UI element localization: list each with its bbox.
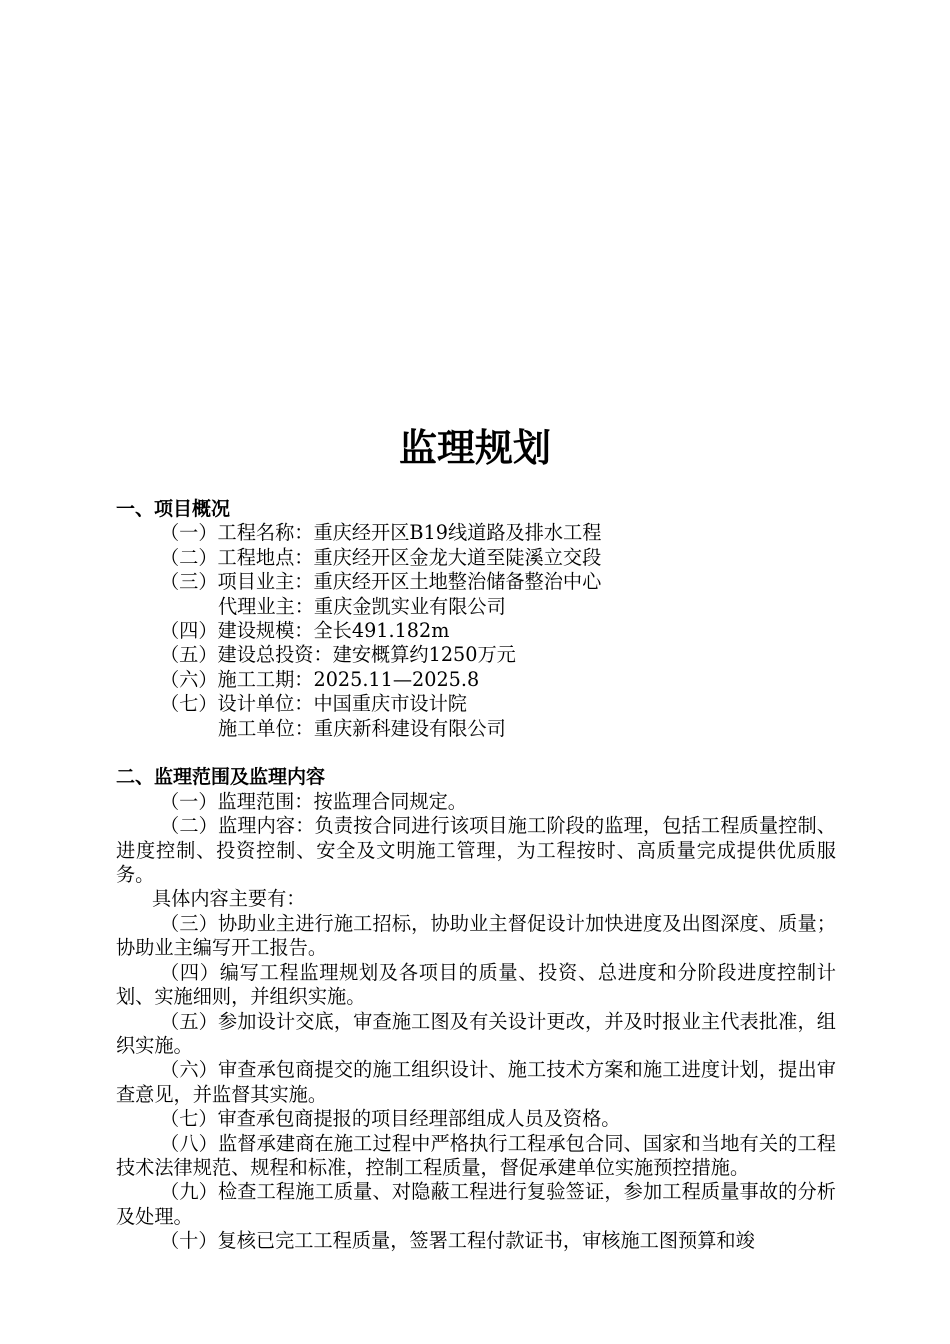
- section-gap: [116, 741, 836, 765]
- detail-paragraph-5: （五）参加设计交底，审查施工图及有关设计更改，并及时报业主代表批准，组织实施。: [116, 1009, 836, 1057]
- design-unit-line: （七）设计单位：中国重庆市设计院: [160, 692, 467, 716]
- section-heading-project-overview: 一、项目概况: [116, 498, 231, 520]
- section-heading-supervision-scope: 二、监理范围及监理内容: [116, 766, 326, 789]
- supervision-scope-line: （一）监理范围：按监理合同规定。: [160, 789, 467, 813]
- detail-paragraph-6: （六）审查承包商提交的施工组织设计、施工技术方案和施工进度计划，提出审查意见，并监督其实施。: [116, 1058, 836, 1106]
- project-name-line: （一）工程名称：重庆经开区B19线道路及排水工程: [160, 521, 602, 545]
- detail-paragraph-9: （九）检查工程施工质量、对隐蔽工程进行复验签证，参加工程质量事故的分析及处理。: [116, 1180, 836, 1228]
- supervision-content-paragraph: （二）监理内容：负责按合同进行该项目施工阶段的监理，包括工程质量控制、进度控制、投资控制、安全及文明施工管理，为工程按时、高质量完成提供优质服务。: [116, 814, 836, 887]
- detail-paragraph-10: （十）复核已完工工程质量，签署工程付款证书，审核施工图预算和竣: [160, 1229, 755, 1253]
- specific-content-intro: 具体内容主要有：: [152, 887, 306, 911]
- construction-scale-line: （四）建设规模：全长491.182m: [160, 619, 450, 643]
- agent-owner-line: 代理业主：重庆金凯实业有限公司: [218, 594, 506, 618]
- detail-paragraph-4: （四）编写工程监理规划及各项目的质量、投资、总进度和分阶段进度控制计划、实施细则，并组织实施。: [116, 960, 836, 1009]
- project-location-line: （二）工程地点：重庆经开区金龙大道至陡溪立交段: [160, 545, 602, 569]
- document-title: 监理规划: [398, 426, 551, 470]
- detail-paragraph-7: （七）审查承包商提报的项目经理部组成人员及资格。: [160, 1107, 621, 1131]
- construction-unit-line: 施工单位：重庆新科建设有限公司: [218, 716, 506, 740]
- document-body: [116, 497, 836, 1254]
- project-owner-line: （三）项目业主：重庆经开区土地整治储备整治中心: [160, 570, 602, 594]
- total-investment-line: （五）建设总投资：建安概算约1250万元: [160, 643, 516, 667]
- detail-paragraph-8: （八）监督承建商在施工过程中严格执行工程承包合同、国家和当地有关的工程技术法律规范、规程和标准，控制工程质量，督促承建单位实施预控措施。: [116, 1131, 836, 1179]
- construction-period-line: （六）施工工期：2025.11—2025.8: [160, 667, 480, 691]
- detail-paragraph-3: （三）协助业主进行施工招标，协助业主督促设计加快进度及出图深度、质量；协助业主编写开工报告。: [116, 911, 836, 960]
